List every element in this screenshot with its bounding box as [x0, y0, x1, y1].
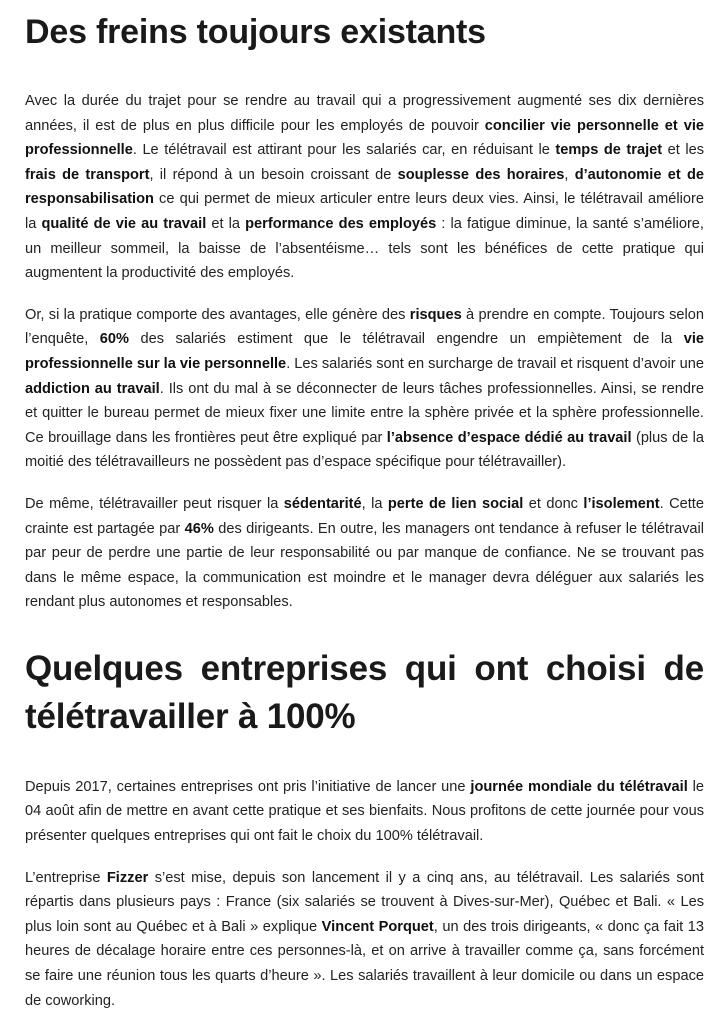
bold-text-run: Vincent Porquet	[321, 918, 434, 935]
bold-text-run: qualité de vie au travail	[41, 215, 207, 232]
bold-text-run: l’isolement	[583, 495, 660, 512]
bold-text-run: addiction au travail	[25, 380, 160, 397]
text-run: De même, télétravailler peut risquer la	[25, 495, 284, 512]
text-run: , il répond à un besoin croissant de	[149, 166, 398, 183]
text-run: Or, si la pratique comporte des avantages, elle génère des	[25, 306, 410, 323]
text-run: . Le télétravail est attirant pour les salariés car, en réduisant le	[132, 142, 556, 159]
paragraph-sedentarite	[25, 492, 704, 615]
text-run: Avec la durée du trajet pour se rendre au travail qui a progressivement augmenté ses dix dernières années, il est de plus en plus difficile pour les employés de pouvoir	[25, 93, 704, 134]
bold-text-run: perte de lien social	[387, 495, 524, 512]
text-run: Depuis 2017, certaines entreprises ont pris l’initiative de lancer une	[25, 778, 471, 795]
bold-text-run: l’absence d’espace dédié au travail	[386, 429, 632, 446]
text-run: le 04 août afin de mettre en avant cette pratique et ses bienfaits. Nous profitons de cette journée pour vous présenter quelques entreprises qui ont fait le choix du 100% télétravail.	[25, 778, 704, 845]
bold-text-run: vie professionnelle sur la vie personnelle	[25, 331, 704, 372]
text-run: : la fatigue diminue, la santé s’améliore, un meilleur sommeil, la baisse de l’absentéisme… tels sont les bénéfices de cette pratique qui augmentent la productivité des employés.	[25, 215, 704, 282]
bold-text-run: sédentarité	[283, 495, 362, 512]
text-run: et la	[206, 215, 246, 232]
text-run: et les	[662, 142, 704, 159]
article	[25, 0, 704, 1013]
bold-text-run: frais de transport	[25, 166, 150, 183]
paragraph-fizzer	[25, 866, 704, 1014]
text-run: . Les salariés sont en surcharge de travail et risquent d’avoir une	[286, 355, 705, 372]
paragraph-journee-mondiale	[25, 775, 704, 849]
text-run: L’entreprise	[25, 869, 107, 886]
bold-text-run: performance des employés	[245, 215, 437, 232]
bold-text-run: journée mondiale du télétravail	[470, 778, 688, 795]
section-heading-freins: Des freins toujours existants	[25, 13, 486, 51]
bold-text-run: risques	[409, 306, 462, 323]
bold-text-run: d’autonomie et de responsabilisation	[25, 166, 704, 208]
text-run: ,	[564, 166, 575, 183]
bold-text-run: 46%	[184, 520, 214, 537]
text-run: . Cette crainte est partagée par	[25, 495, 704, 537]
bold-text-run: souplesse des horaires	[397, 166, 565, 183]
paragraph-risques	[25, 303, 704, 475]
text-run: et donc	[523, 495, 584, 512]
text-run: (plus de la moitié des télétravailleurs ne possèdent pas d’espace spécifique pour télétravailler).	[25, 429, 704, 471]
bold-text-run: Fizzer	[106, 869, 149, 886]
text-run: , un des trois dirigeants, « donc ça fait 13 heures de décalage horaire entre ces personnes-là, et on arrive à travailler comme ça, sans forcément se faire une réunion tous les quarts d’heure ». Les salariés travaillent à leur domicile ou dans un espace de coworking.	[25, 918, 704, 1009]
text-run: des dirigeants. En outre, les managers ont tendance à refuser le télétravail par peur de perdre une partie de leur responsabilité ou par manque de confiance. Ne se trouvant pas dans le même espace, la communication est moindre et le manager devra déléguer aux salariés les rendant plus autonomes et responsables.	[25, 520, 704, 611]
text-run: s’est mise, depuis son lancement il y a cinq ans, au télétravail. Les salariés sont répartis dans plusieurs pays : France (six salariés se trouvent à Dives-sur-Mer), Québec et Bali. « Les plus loin sont au Québec et à Bali » explique	[25, 869, 704, 935]
bold-text-run: temps de trajet	[555, 142, 663, 159]
paragraph-trajet	[25, 89, 704, 286]
text-run: des salariés estiment que le télétravail engendre un empiètement de la	[129, 331, 684, 348]
section-heading-entreprises: Quelques entreprises qui ont choisi de télétravailler à 100%	[25, 648, 704, 736]
text-run: à prendre en compte. Toujours selon l’enquête,	[25, 306, 704, 348]
text-run: , la	[361, 495, 388, 512]
text-run: . Ils ont du mal à se déconnecter de leurs tâches professionnelles. Ainsi, se rendre et quitter le bureau permet de mieux fixer une limite entre la sphère privée et la sphère professionnelle. Ce brouillage dans les frontières peut être expliqué par	[25, 380, 704, 446]
bold-text-run: concilier vie personnelle et vie professionnelle	[25, 117, 704, 159]
text-run: ce qui permet de mieux articuler entre leurs deux vies. Ainsi, le télétravail améliore la	[25, 191, 704, 232]
bold-text-run: 60%	[99, 331, 129, 348]
